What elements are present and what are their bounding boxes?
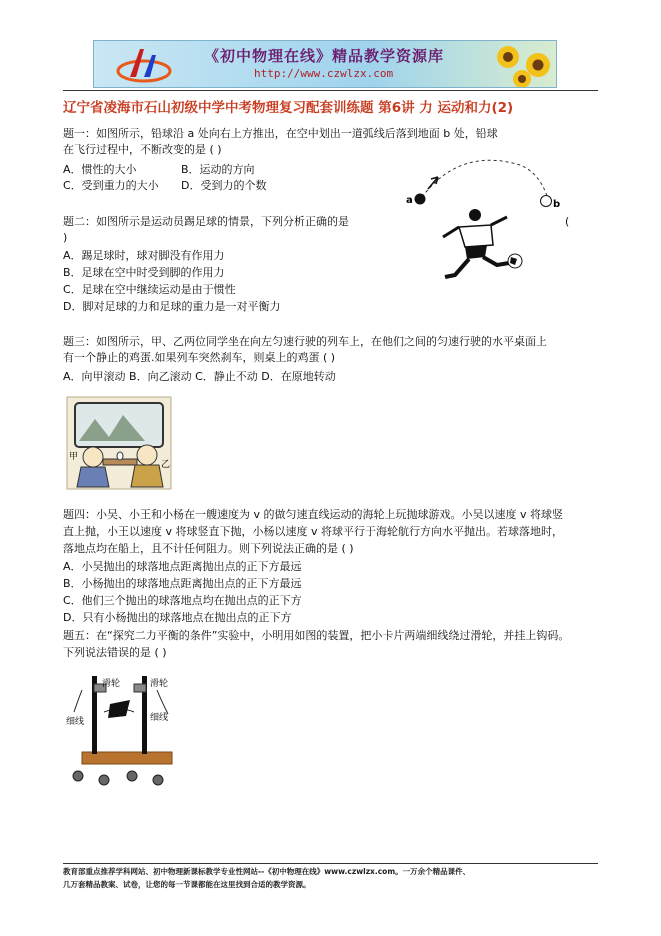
q4-option-b: B．小杨抛出的球落地点距离抛出点的正下方最远 (63, 577, 302, 590)
q5-label-pulley-left: 滑轮 (102, 679, 121, 689)
q3-train-passengers-figure (65, 393, 175, 493)
q2-option-d: D．脚对足球的力和足球的重力是一对平衡力 (63, 300, 281, 313)
q1-label-a: a (406, 195, 413, 206)
q1-option-b: B．运动的方向 (181, 163, 255, 176)
q2-option-a: A．踢足球时，球对脚没有作用力 (63, 249, 225, 262)
footer-divider (63, 863, 598, 864)
q5-label-string-left: 细线 (66, 717, 85, 727)
banner-title: 《初中物理在线》精品教学资源库 (204, 47, 445, 65)
q2-bracket-close: ) (63, 231, 68, 244)
q4-option-d: D．只有小杨抛出的球落地点在抛出点的正下方 (63, 611, 292, 624)
q5-label-pulley-right: 滑轮 (150, 679, 169, 689)
q3-label-yi: 乙 (161, 460, 171, 470)
q3-stem-line1: 题三：如图所示，甲、乙两位同学坐在向左匀速行驶的列车上，在他们之间的匀速行驶的水平桌面上 (63, 335, 547, 348)
q1-option-d: D．受到力的个数 (181, 179, 267, 192)
q1-stem-line1: 题一：如图所示，铅球沿 a 处向右上方推出，在空中划出一道弧线后落到地面 b 处，铅球 (63, 127, 498, 140)
banner-url[interactable]: http://www.czwlzx.com (254, 67, 394, 80)
site-logo-icon (114, 41, 174, 87)
q2-football-player-figure (435, 205, 530, 285)
header-divider (63, 90, 598, 91)
q4-stem-line1: 题四：小吴、小王和小杨在一艘速度为 v 的做匀速直线运动的海轮上玩抛球游戏。小吴以速度 v 将球竖 (63, 508, 564, 521)
q3-label-jia: 甲 (69, 452, 79, 462)
q5-label-string-right: 细线 (150, 713, 169, 723)
q2-option-c: C．足球在空中继续运动是由于惯性 (63, 283, 236, 296)
page-title: 辽宁省凌海市石山初级中学中考物理复习配套训练题 第6讲 力 运动和力(2) (63, 100, 514, 116)
q3-stem-line2: 有一个静止的鸡蛋.如果列车突然刹车，则桌上的鸡蛋 ( ) (63, 351, 336, 364)
q4-option-c: C．他们三个抛出的球落地点均在抛出点的正下方 (63, 594, 302, 607)
q1-option-c: C．受到重力的大小 (63, 179, 159, 192)
q5-two-force-apparatus-figure (64, 672, 189, 792)
q4-stem-line2: 直上抛，小王以速度 v 将球竖直下抛，小杨以速度 v 将球平行于海轮航行方向水平抛出。若球落地时， (63, 525, 564, 538)
q2-bracket-open: ( (565, 215, 570, 228)
q1-stem-line2: 在飞行过程中，不断改变的是 ( ) (63, 143, 222, 156)
q4-option-a: A．小吴抛出的球落地点距离抛出点的正下方最远 (63, 560, 302, 573)
q5-stem-line2: 下列说法错误的是 ( ) (63, 646, 167, 659)
q3-options: A．向甲滚动 B．向乙滚动 C．静止不动 D．在原地转动 (63, 370, 336, 383)
q1-label-b: b (553, 199, 560, 210)
q1-option-a: A．惯性的大小 (63, 163, 137, 176)
q4-stem-line3: 落地点均在船上，且不计任何阻力。则下列说法正确的是 ( ) (63, 542, 354, 555)
header-banner (93, 40, 557, 88)
footer-line2: 几万套精品教案、试卷，让您的每一节课都能在这里找到合适的教学资源。 (63, 880, 311, 889)
q2-option-b: B．足球在空中时受到脚的作用力 (63, 266, 225, 279)
footer-line1: 教育部重点推荐学科网站、初中物理新课标教学专业性网站--《初中物理在线》www.czwlzx.com。一万余个精品课件、 (63, 867, 471, 876)
q2-stem-line1: 题二：如图所示是运动员踢足球的情景，下列分析正确的是 (63, 215, 349, 228)
sunflower-icon (486, 41, 556, 87)
q5-stem-line1: 题五：在“探究二力平衡的条件”实验中，小明用如图的装置，把小卡片两端细线绕过滑轮，并挂上钩码。 (63, 629, 570, 642)
